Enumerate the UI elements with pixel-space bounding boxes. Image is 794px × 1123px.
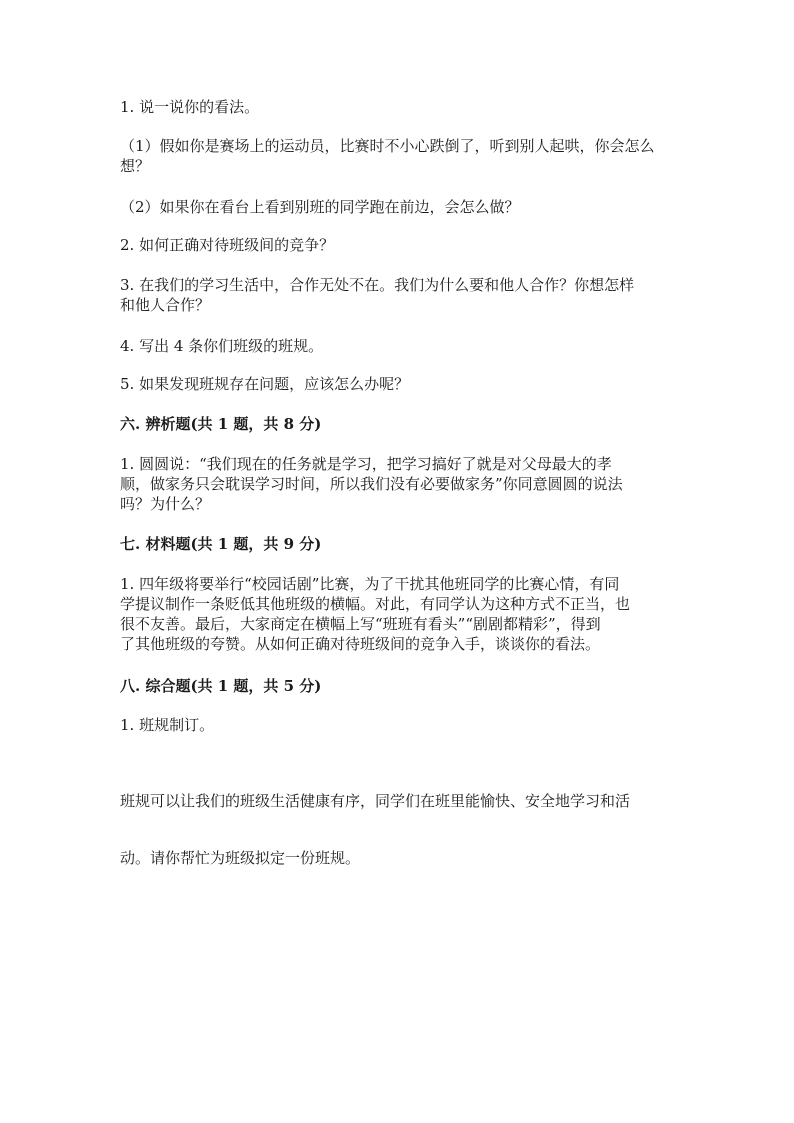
section-8-q1-title: 1. 班规制订。 bbox=[120, 716, 215, 734]
section-7-q1-line4: 了其他班级的夸赞。从如何正确对待班级间的竞争入手，谈谈你的看法。 bbox=[120, 635, 601, 653]
section-8-q1-paragraph-line1: 班规可以让我们的班级生活健康有序，同学们在班里能愉快、安全地学习和活 bbox=[120, 792, 631, 810]
question-1-sub1-line2: 想？ bbox=[120, 157, 151, 175]
question-3-line2: 和他人合作？ bbox=[120, 296, 211, 314]
section-6-heading: 六. 辨析题(共 1 题，共 8 分) bbox=[120, 415, 322, 433]
question-1-sub2: （2）如果你在看台上看到别班的同学跑在前边，会怎么做？ bbox=[120, 198, 520, 216]
section-6-q1-line3: 吗？为什么？ bbox=[120, 495, 211, 513]
question-3-line1: 3. 在我们的学习生活中，合作无处不在。我们为什么要和他人合作？你想怎样 bbox=[120, 276, 635, 294]
section-7-q1-line2: 学提议制作一条贬低其他班级的横幅。对此，有同学认为这种方式不正当，也 bbox=[120, 595, 631, 613]
question-1-title: 1. 说一说你的看法。 bbox=[120, 98, 260, 116]
question-1-sub1-line1: （1）假如你是赛场上的运动员，比赛时不小心跌倒了，听到别人起哄，你会怎么 bbox=[120, 137, 655, 155]
section-6-q1-line2: 顺，做家务只会耽误学习时间，所以我们没有必要做家务”你同意圆圆的说法 bbox=[120, 475, 623, 493]
question-4: 4. 写出 4 条你们班级的班规。 bbox=[120, 337, 324, 355]
section-7-q1-line3: 很不友善。最后，大家商定在横幅上写“班班有看头”“剧剧都精彩”，得到 bbox=[120, 615, 601, 633]
section-7-heading: 七. 材料题(共 1 题，共 9 分) bbox=[120, 535, 322, 553]
section-8-heading: 八. 综合题(共 1 题，共 5 分) bbox=[120, 677, 322, 695]
question-2: 2. 如何正确对待班级间的竞争？ bbox=[120, 236, 335, 254]
section-6-q1-line1: 1. 圆圆说：“我们现在的任务就是学习，把学习搞好了就是对父母最大的孝 bbox=[120, 455, 612, 473]
section-7-q1-line1: 1. 四年级将要举行“校园话剧”比赛，为了干扰其他班同学的比赛心情，有同 bbox=[120, 575, 620, 593]
question-5: 5. 如果发现班规存在问题，应该怎么办呢？ bbox=[120, 375, 410, 393]
section-8-q1-paragraph-line2: 动。请你帮忙为班级拟定一份班规。 bbox=[120, 849, 361, 867]
